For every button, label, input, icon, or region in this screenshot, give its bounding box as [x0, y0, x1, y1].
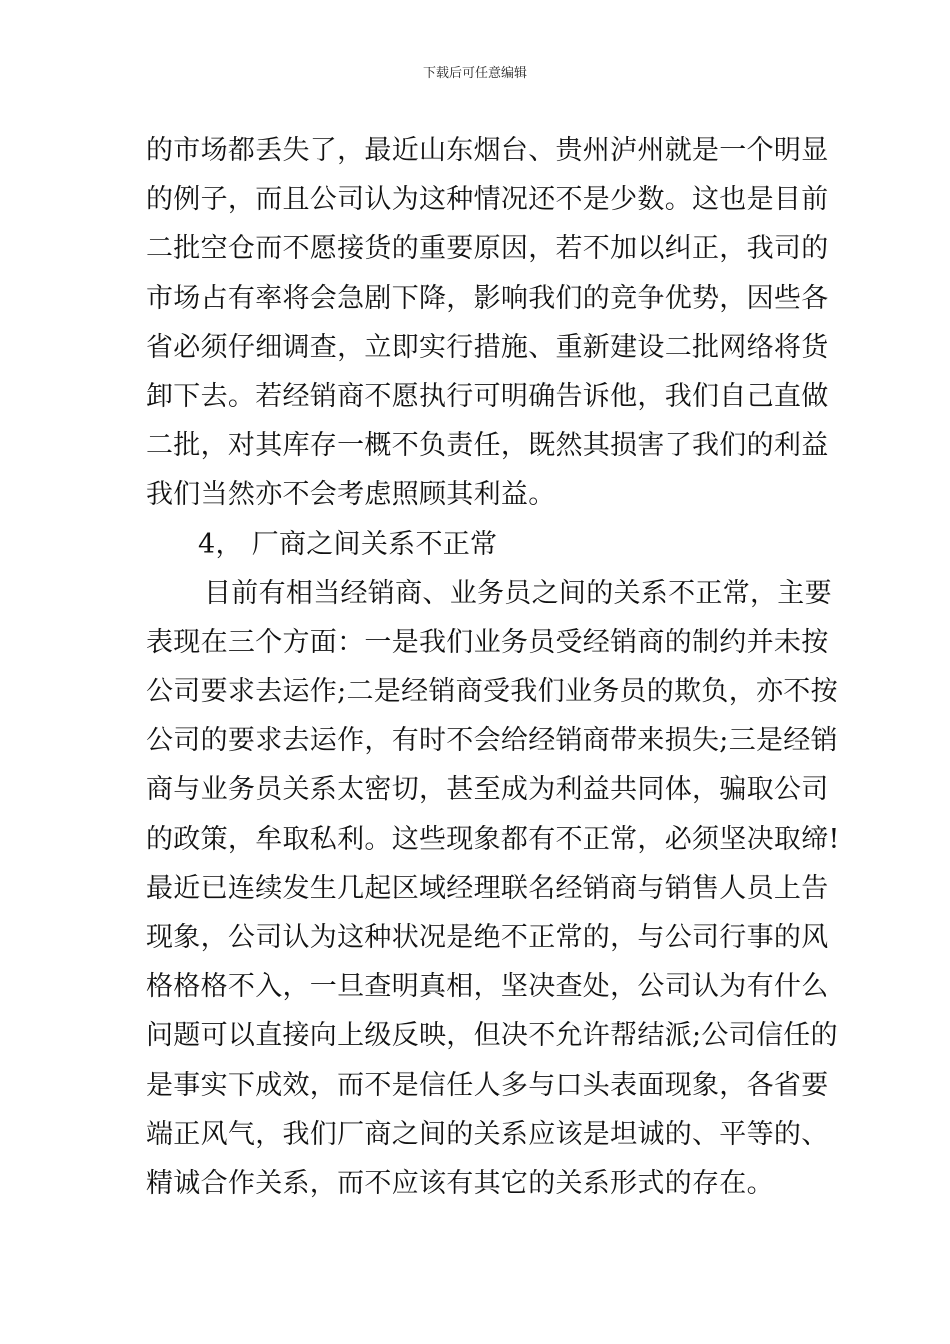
text-line: 的市场都丢失了，最近山东烟台、贵州泸州就是一个明显: [146, 135, 829, 166]
text-line: 的政策，牟取私利。这些现象都有不正常，必须坚决取缔!: [146, 823, 840, 855]
text-line: 二批空仓而不愿接货的重要原因，若不加以纠正，我司的: [146, 233, 829, 265]
text-line: 的例子，而且公司认为这种情况还不是少数。这也是目前: [146, 184, 829, 216]
page-header: 下载后可任意编辑: [422, 66, 527, 81]
text-line: 端正风气，我们厂商之间的关系应该是坦诚的、平等的、: [146, 1118, 829, 1150]
document-body: [146, 126, 840, 1208]
text-line: 最近已连续发生几起区域经理联名经销商与销售人员上告: [146, 872, 829, 904]
section-heading: 4， 厂商之间关系不正常: [198, 528, 498, 560]
text-line: 公司要求去运作;二是经销商受我们业务员的欺负，亦不按: [146, 676, 838, 708]
text-line: 现象，公司认为这种状况是绝不正常的，与公司行事的风: [146, 922, 829, 953]
text-line: 省必须仔细调查，立即实行措施、重新建设二批网络将货: [146, 331, 829, 363]
text-line: 表现在三个方面：一是我们业务员受经销商的制约并未按: [146, 626, 829, 658]
text-line: 格格格不入，一旦查明真相，坚决查处，公司认为有什么: [146, 971, 829, 1003]
text-line: 精诚合作关系，而不应该有其它的关系形式的存在。: [146, 1167, 774, 1199]
text-line: 问题可以直接向上级反映，但决不允许帮结派;公司信任的: [146, 1020, 838, 1052]
text-line: 公司的要求去运作，有时不会给经销商带来损失;三是经销: [146, 725, 838, 757]
paragraph-market-loss: [146, 126, 829, 520]
text-line: 市场占有率将会急剧下降，影响我们的竞争优势，因些各: [146, 282, 829, 314]
paragraph-relationship: [146, 569, 840, 1208]
text-line: 我们当然亦不会考虑照顾其利益。: [146, 479, 556, 511]
text-line: 是事实下成效，而不是信任人多与口头表面现象，各省要: [146, 1069, 829, 1101]
text-line: 二批，对其库存一概不负责任，既然其损害了我们的利益: [146, 430, 829, 462]
text-line: 目前有相当经销商、业务员之间的关系不正常，主要: [204, 577, 832, 609]
text-line: 卸下去。若经销商不愿执行可明确告诉他，我们自己直做: [146, 380, 829, 412]
text-line: 商与业务员关系太密切，甚至成为利益共同体，骗取公司: [146, 774, 829, 806]
